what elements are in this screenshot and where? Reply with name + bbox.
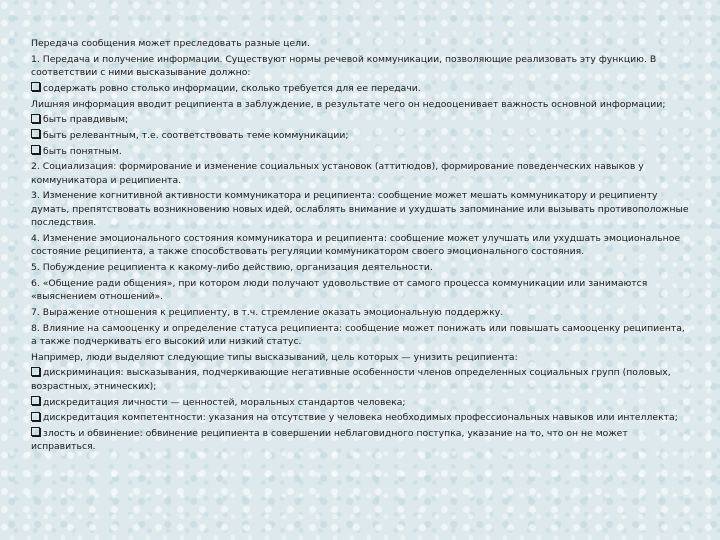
bullet-text: дискриминация: высказывания, подчеркивающие негативные особенности членов определенных социальных групп (половых, возрастных, этнических); — [31, 367, 671, 392]
bullet-item — [31, 427, 693, 454]
paragraph-example: Например, люди выделяют следующие типы высказываний, цель которых — унизить реципиента: — [31, 351, 518, 363]
checkbox-bullet-icon — [31, 396, 40, 405]
checkbox-bullet-icon — [31, 82, 40, 91]
bullet-text: быть понятным. — [43, 145, 122, 157]
bullet-item — [31, 396, 693, 409]
slide-text-body — [31, 37, 693, 456]
checkbox-bullet-icon — [31, 145, 40, 154]
paragraph-goal-7: 7. Выражение отношения к реципиенту, в т.ч. стремление оказать эмоциональную поддержку. — [31, 306, 504, 318]
checkbox-bullet-icon — [31, 412, 40, 421]
checkbox-bullet-icon — [31, 114, 40, 123]
bullet-item — [31, 366, 693, 393]
bullet-text: быть правдивым; — [43, 114, 129, 126]
paragraph-goal-8: 8. Влияние на самооценку и определение статуса реципиента: сообщение может понижать или повышать самооценку реципиента, а также подчеркивать его высокий или низкий статус. — [31, 322, 685, 347]
paragraph-goal-5: 5. Побуждение реципиента к какому-либо действию, организация деятельности. — [31, 262, 433, 274]
checkbox-bullet-icon — [31, 427, 40, 436]
bullet-text: дискредитация личности — ценностей, моральных стандартов человека; — [43, 396, 406, 408]
paragraph-intro: Передача сообщения может преследовать разные цели. — [31, 38, 310, 49]
paragraph-goal-3: 3. Изменение когнитивной активности коммуникатора и реципиента: сообщение может мешать коммуникатору и реципиенту думать, препятствовать возникновению новых идей, ослаблять внимание и ухудшать запоминание или вызывать противоположные последствия. — [31, 190, 689, 229]
paragraph-goal-1: 1. Передача и получение информации. Существуют нормы речевой коммуникации, позволяющие реализовать эту функцию. В соответствии с ними высказывание должно: — [31, 53, 657, 79]
paragraph-extra-info: Лишняя информация вводит реципиента в заблуждение, в результате чего он недооценивает важность основной информации; — [31, 98, 666, 110]
bullet-item — [31, 113, 693, 126]
paragraph-goal-6: 6. «Общение ради общения», при котором люди получают удовольствие от самого процесса коммуникации или занимаются «выяснением отношений». — [31, 277, 648, 303]
paragraph-goal-4: 4. Изменение эмоционального состояния коммуникатора и реципиента: сообщение может улучшать или ухудшать эмоциональное состояние реципиента, а также способствовать регуляции коммуникатором своего эмоционального состояния. — [31, 232, 681, 258]
bullet-text: дискредитация компетентности: указания на отсутствие у человека необходимых профессиональных навыков или интеллекта; — [43, 412, 678, 424]
bullet-item — [31, 145, 693, 158]
bullet-item — [31, 411, 693, 424]
bullet-text: быть релевантным, т.е. соответствовать теме коммуникации; — [43, 129, 349, 141]
bullet-item — [31, 82, 693, 95]
bullet-text: злость и обвинение: обвинение реципиента в совершении неблаговидного поступка, указание на то, что он не может исправиться. — [31, 427, 628, 453]
paragraph-goal-2: 2. Социализация: формирование и изменение социальных установок (аттитюдов), формирование поведенческих навыков у коммуникатора и реципиента. — [31, 161, 644, 186]
bullet-item — [31, 129, 693, 142]
bullet-text: содержать ровно столько информации, сколько требуется для ее передачи. — [43, 82, 421, 94]
checkbox-bullet-icon — [31, 367, 40, 376]
checkbox-bullet-icon — [31, 129, 40, 138]
